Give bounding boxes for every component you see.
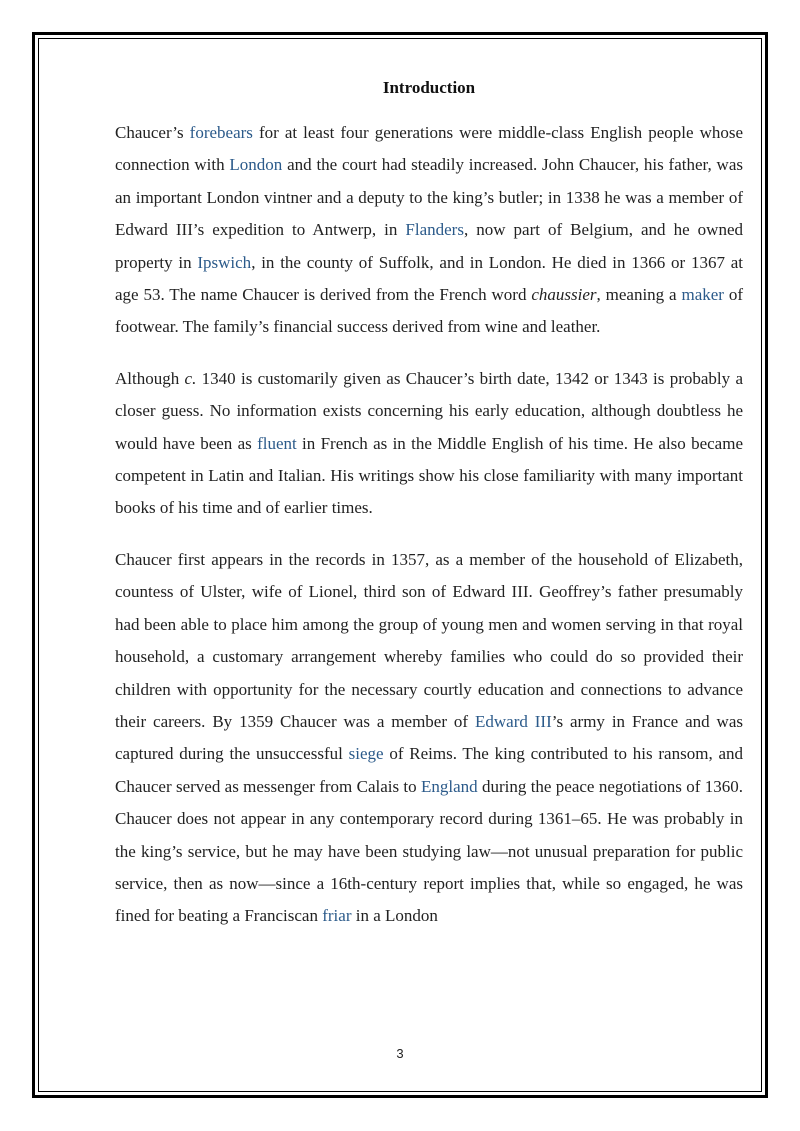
inline-link[interactable]: Ipswich — [197, 252, 252, 272]
inline-link[interactable]: maker — [681, 285, 724, 305]
text-run: , now part of Belgium, and he owned property in — [115, 220, 743, 272]
text-run: and the court had steadily increased. John Chaucer, his father, was an important London vintner and a deputy to the king’s butler; in 1338 he was a member of Edward III’s expedition to Antwerp, in — [115, 155, 743, 240]
inline-link[interactable]: forebears — [189, 123, 253, 142]
text-run: , in the county of Suffolk, and in London. He died in 1366 or 1367 at age 53. The name Chaucer is derived from the French word — [115, 252, 743, 305]
text-run: during the peace negotiations of 1360. Chaucer does not appear in any contemporary record during 1361–65. He was probably in the king’s service, but he may have been studying law—not unusual preparation for public service, then as now—since a 16th-century report implies that, while so engaged, he was fined for beating a Franciscan — [115, 776, 743, 926]
text-run: ’s army in France and was captured during the unsuccessful — [115, 711, 743, 764]
paragraph-container — [115, 117, 743, 933]
document-body — [115, 76, 743, 952]
inline-link[interactable]: siege — [348, 744, 384, 764]
text-run: 1340 is customarily given as Chaucer’s birth date, 1342 or 1343 is probably a closer guess. No information exists concerning his early education, although doubtless he would have been as — [115, 368, 743, 453]
text-run: of footwear. The family’s financial success derived from wine and leather. — [115, 285, 743, 337]
inline-link[interactable]: England — [421, 776, 478, 796]
text-run: of Reims. The king contributed to his ransom, and Chaucer served as messenger from Calais to — [115, 744, 744, 796]
document-title: Introduction — [382, 78, 476, 97]
text-run: Chaucer’s — [115, 123, 190, 142]
text-run: Although — [115, 368, 185, 388]
text-run: in French as in the Middle English of his time. He also became competent in Latin and Italian. His writings show his close familiarity with many important books of his time and of earlier times. — [115, 433, 744, 518]
text-run: in a London — [351, 906, 438, 926]
italic-text: c. — [184, 368, 197, 388]
inline-link[interactable]: Flanders — [405, 220, 464, 240]
inline-link[interactable]: London — [229, 155, 283, 175]
inline-link[interactable]: fluent — [257, 433, 297, 453]
text-run: Chaucer first appears in the records in 1357, as a member of the household of Elizabeth, countess of Ulster, wife of Lionel, third son of Edward III. Geoffrey’s father presumably had been able to place him among the group of young men and women serving in that royal household, a customary arrangement whereby families who could do so provided their children with opportunity for the necessary courtly education and connections to advance their careers. By 1359 Chaucer was a member of — [115, 549, 743, 731]
page-number: 3 — [396, 1046, 404, 1061]
paragraph-3 — [115, 544, 743, 933]
text-run: for at least four generations were middle-class English people whose connection with — [115, 123, 744, 175]
italic-text: chaussier — [531, 285, 597, 305]
paragraph-2 — [115, 363, 743, 525]
inline-link[interactable]: Edward III — [474, 711, 552, 731]
inline-link[interactable]: friar — [322, 906, 352, 926]
paragraph-1 — [115, 117, 743, 344]
text-run: , meaning a — [596, 285, 682, 305]
